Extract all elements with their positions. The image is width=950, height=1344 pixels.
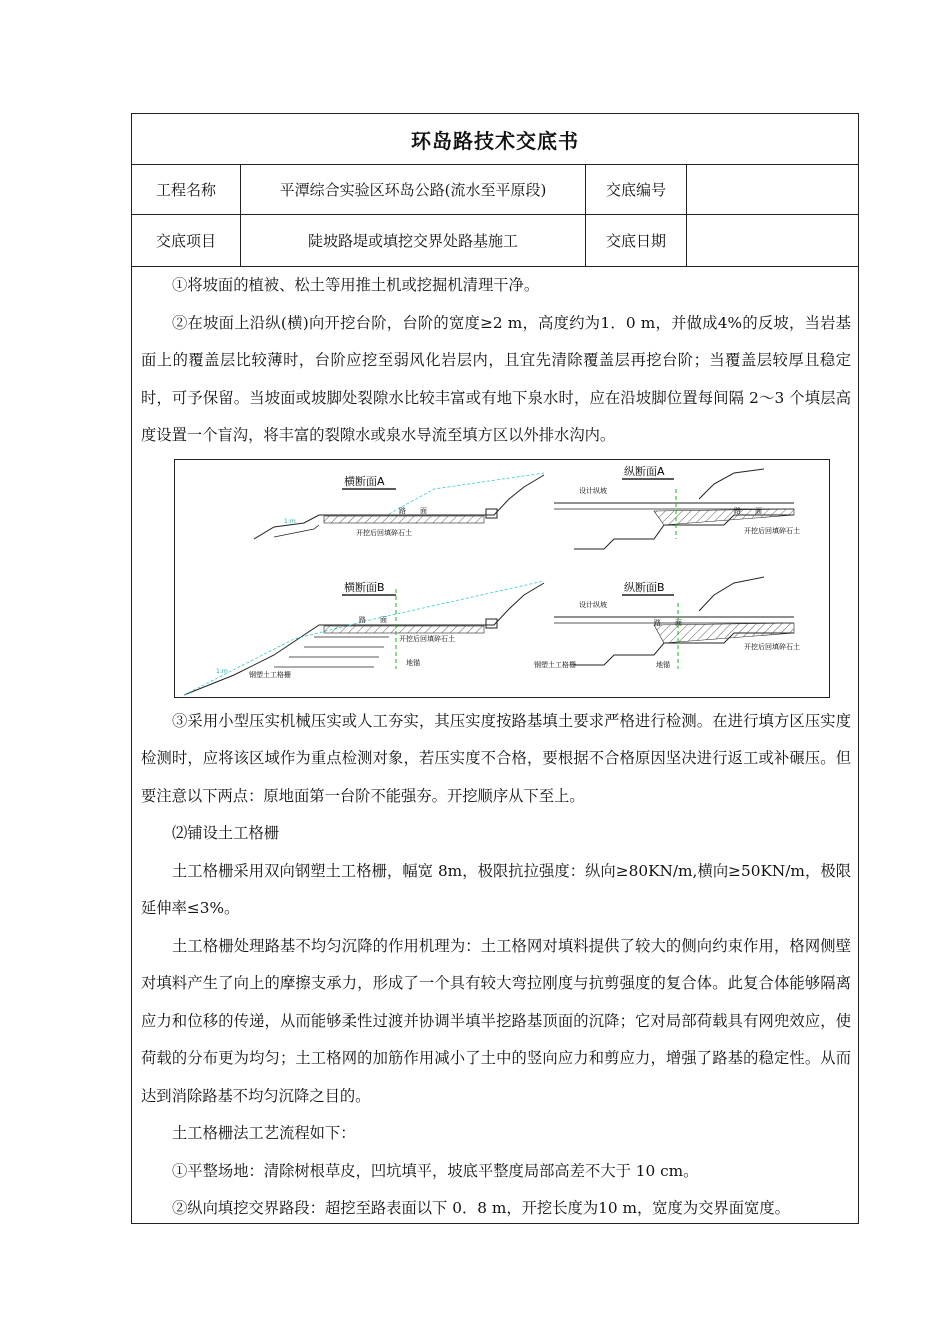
tr-title: 纵断面A	[624, 464, 665, 478]
bl-slope-label: 1:m	[216, 667, 228, 675]
project-name-value: 平潭综合实验区环岛公路(流水至平原段)	[241, 165, 586, 214]
paragraph-3: ③采用小型压实机械压实或人工夯实，其压实度按路基填土要求严格进行检测。在进行填方区压实度检测时，应将该区域作为重点检测对象，若压实度不合格，要根据不合格原因坚决进行返工或补碾压。但要注意以下两点：原地面第一台阶不能强夯。开挖顺序从下至上。	[141, 711, 851, 805]
cross-section-b	[184, 580, 544, 695]
item-label: 交底项目	[132, 215, 241, 266]
br-geogrid-label: 钢塑土工格栅	[534, 660, 576, 669]
bl-anchor-label: 地锚	[406, 658, 420, 667]
br-road-label: 路 面	[654, 618, 682, 627]
bl-title: 横断面B	[344, 580, 385, 594]
bl-geogrid-label: 钢塑土工格栅	[249, 670, 291, 679]
paragraph-2: ②在坡面上沿纵(横)向开挖台阶，台阶的宽度≥2 m，高度约为1．0 m，并做成4%的反坡，当岩基面上的覆盖层比较薄时，台阶应挖至弱风化岩层内，且宜先清除覆盖层再挖台阶；当覆盖层较厚且稳定时，可予保留。当坡面或坡脚处裂隙水比较丰富或有地下泉水时，应在沿坡脚位置每间隔 2～3 个填层高度设置一个盲沟，将丰富的裂隙水或泉水导流至填方区以外排水沟内。	[141, 313, 851, 444]
date-label: 交底日期	[586, 215, 687, 266]
bl-road-label: 路 面	[359, 615, 387, 624]
disclosure-no-value	[687, 165, 858, 214]
br-title: 纵断面B	[624, 580, 665, 594]
cross-section-a	[254, 473, 544, 539]
br-anchor-label: 地锚	[656, 660, 670, 669]
disclosure-sheet	[131, 113, 859, 1224]
paragraph-8: ①平整场地：清除树根草皮，凹坑填平，坡底平整度局部高差不大于 10 cm。	[172, 1161, 699, 1180]
longitudinal-section-b	[534, 577, 800, 669]
document-title: 环岛路技术交底书	[132, 114, 858, 165]
bl-backfill-label: 开挖后回填碎石土	[399, 634, 455, 643]
tl-backfill-label: 开挖后回填碎石土	[356, 528, 412, 537]
date-value	[687, 215, 858, 266]
project-name-label: 工程名称	[132, 165, 241, 214]
cross-section-figure	[174, 459, 830, 698]
content-body	[141, 267, 851, 1228]
item-value: 陡坡路堤或填挖交界处路基施工	[241, 215, 586, 266]
paragraph-1: ①将坡面的植被、松土等用推土机或挖掘机清理干净。	[172, 276, 540, 294]
paragraph-6: 土工格栅处理路基不均匀沉降的作用机理为：土工格网对填料提供了较大的侧向约束作用，格网侧壁对填料产生了向上的摩擦支承力，形成了一个具有较大弯拉刚度与抗剪强度的复合体。此复合体能够隔离应力和位移的传递，从而能够柔性过渡并协调半填半挖路基顶面的沉降；它对局部荷载具有网兜效应，使荷载的分布更为均匀；土工格网的加筋作用减小了土中的竖向应力和剪应力，增强了路基的稳定性。从而达到消除路基不均匀沉降之目的。	[141, 936, 851, 1105]
tr-backfill-label: 开挖后回填碎石土	[744, 526, 800, 535]
longitudinal-section-a	[554, 464, 800, 549]
br-design-grade-label: 设计纵坡	[579, 600, 607, 609]
paragraph-4: ⑵铺设土工格栅	[172, 824, 280, 842]
paragraph-5: 土工格栅采用双向钢塑土工格栅，幅宽 8m，极限抗拉强度：纵向≥80KN/m,横向≥50KN/m，极限延伸率≤3%。	[141, 861, 851, 917]
paragraph-9: ②纵向填挖交界路段：超挖至路表面以下 0．8 m，开挖长度为10 m，宽度为交界面宽度。	[172, 1199, 790, 1217]
tl-road-label: 路 面	[399, 506, 427, 515]
tl-title: 横断面A	[344, 474, 385, 488]
header-row-item	[132, 215, 858, 267]
header-row-project	[132, 165, 858, 215]
br-backfill-label: 开挖后回填碎石土	[744, 642, 800, 651]
tr-road-label: 路 面	[734, 506, 762, 515]
tl-slope-label: 1:m	[284, 517, 296, 525]
paragraph-7: 土工格栅法工艺流程如下：	[172, 1124, 356, 1142]
disclosure-no-label: 交底编号	[586, 165, 687, 214]
cross-section-drawing	[174, 459, 830, 698]
tr-design-grade-label: 设计纵坡	[579, 486, 607, 495]
